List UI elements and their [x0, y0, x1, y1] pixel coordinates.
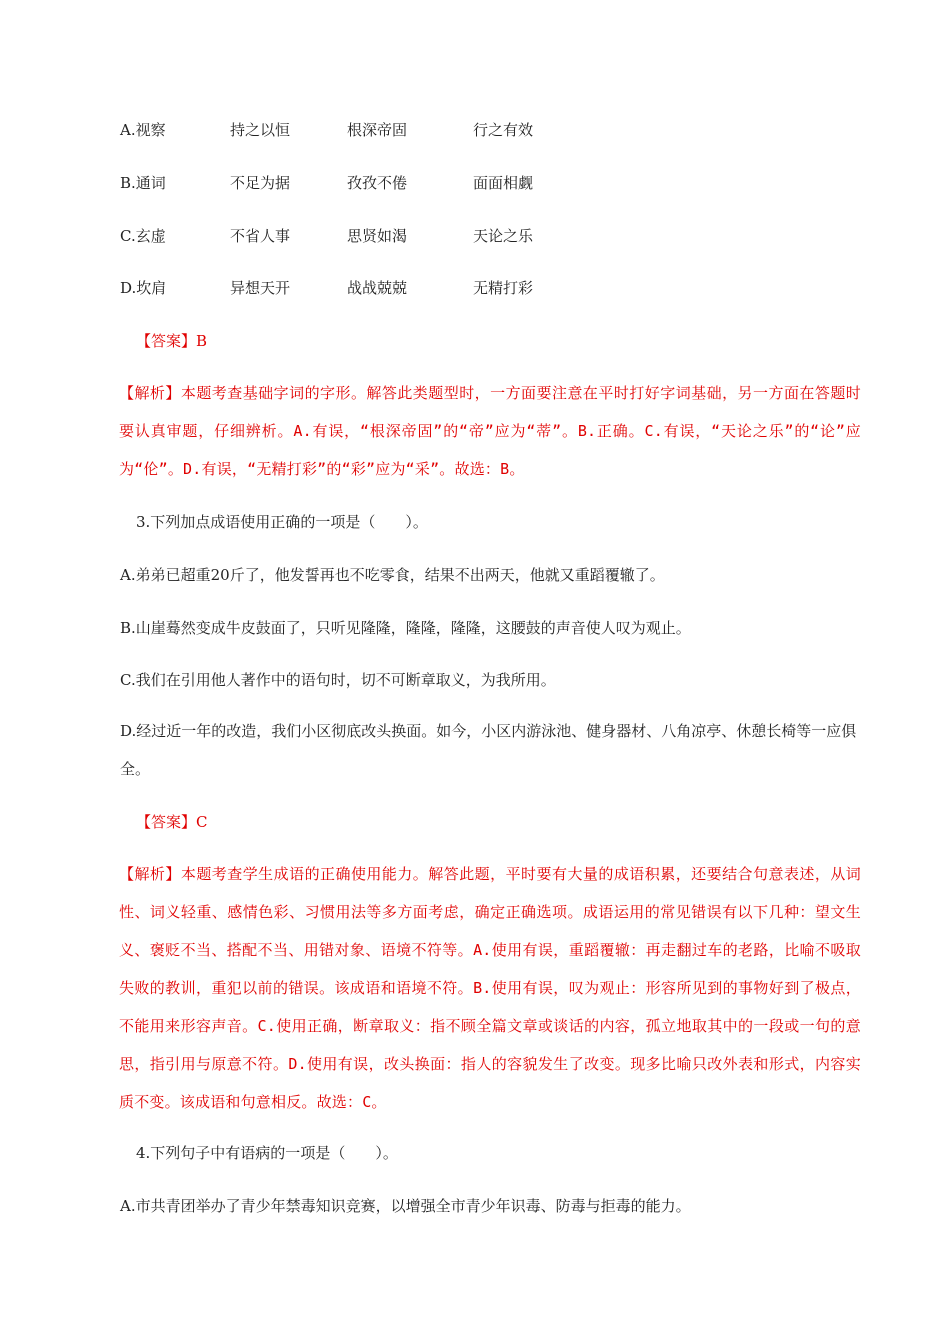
- option-letter: B.通词: [120, 174, 166, 192]
- q3-title: 3.下列加点成语使用正确的一项是（ ）。: [136, 513, 428, 531]
- option-word: 战战兢兢: [347, 279, 408, 297]
- q3-explanation: 【解析】本题考查学生成语的正确使用能力。解答此题，平时要有大量的成语积累，还要结合句意表述，从词性、词义轻重、感情色彩、习惯用法等多方面考虑，确定正确选项。成语运用的常见错误有以下几种：望文生义、褒贬不当、搭配不当、用错对象、语境不符等。A.使用有误，重蹈覆辙：再走翻过车的老路，比喻不吸取失败的教训，重犯以前的错误。该成语和语境不符。B.使用有误，叹为观止：形容所见到的事物好到了极点，不能用来形容声音。C.使用正确，断章取义：指不顾全篇文章或谈话的内容，孤立地取其中的一段或一句的意思，指引用与原意不符。D.使用有误，改头换面：指人的容貌发生了改变。现多比喻只改外表和形式，内容实质不变。该成语和句意相反。故选：C。: [119, 865, 861, 1111]
- option-word: 行之有效: [473, 121, 534, 139]
- q3-option-a: A.弟弟已超重20斤了，他发誓再也不吃零食，结果不出两天，他就又重蹈覆辙了。: [120, 566, 665, 584]
- q4-option-a: A.市共青团举办了青少年禁毒知识竞赛，以增强全市青少年识毒、防毒与拒毒的能力。: [120, 1197, 691, 1215]
- q3-answer: 【答案】C: [136, 813, 208, 831]
- option-word: 思贤如渴: [347, 227, 408, 245]
- option-letter: D.坎肩: [120, 279, 167, 297]
- q2-answer: 【答案】B: [136, 332, 208, 350]
- option-letter: A.视察: [120, 121, 166, 139]
- q3-option-b: B.山崖蓦然变成牛皮鼓面了，只听见隆隆，隆隆，隆隆，这腰鼓的声音使人叹为观止。: [120, 619, 691, 637]
- q4-title: 4.下列句子中有语病的一项是（ ）。: [136, 1144, 398, 1162]
- option-word: 不足为据: [230, 174, 291, 192]
- option-letter: C.玄虚: [120, 227, 166, 245]
- option-word: 面面相觑: [473, 174, 534, 192]
- option-word: 异想天开: [230, 279, 291, 297]
- option-word: 天论之乐: [473, 227, 534, 245]
- q3-option-d: D.经过近一年的改造，我们小区彻底改头换面。如今，小区内游泳池、健身器材、八角凉亭、休憩长椅等一应俱全。: [120, 722, 857, 778]
- option-word: 持之以恒: [230, 121, 291, 139]
- q2-explanation: 【解析】本题考查基础字词的字形。解答此类题型时，一方面要注意在平时打好字词基础，另一方面在答题时要认真审题，仔细辨析。A.有误，“根深帝固”的“帝”应为“蒂”。B.正确。C.有误，“天论之乐”的“论”应为“伦”。D.有误，“无精打彩”的“彩”应为“采”。故选：B。: [119, 384, 861, 478]
- option-word: 不省人事: [230, 227, 291, 245]
- q3-option-c: C.我们在引用他人著作中的语句时，切不可断章取义，为我所用。: [120, 671, 556, 689]
- option-word: 无精打彩: [473, 279, 534, 297]
- option-word: 孜孜不倦: [347, 174, 408, 192]
- option-word: 根深帝固: [347, 121, 408, 139]
